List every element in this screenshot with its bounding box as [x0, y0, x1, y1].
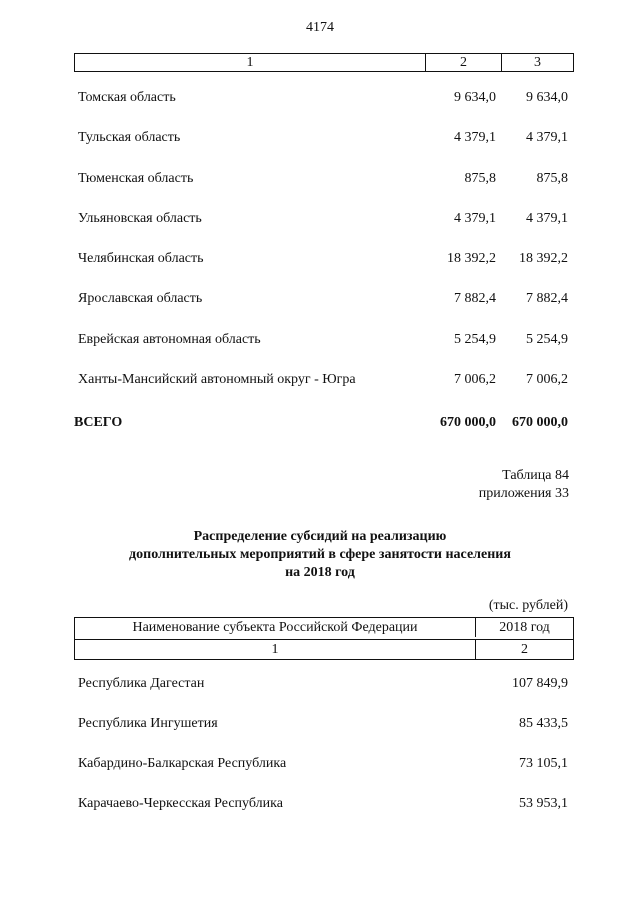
value-2018: 85 433,5: [519, 716, 568, 731]
table2-header-col2: 2018 год: [499, 619, 550, 635]
table-row: [78, 90, 572, 110]
value-col3: 7 882,4: [526, 291, 568, 306]
table-caption: [479, 467, 569, 503]
value-col2: 7 882,4: [454, 291, 496, 306]
value-col2: 9 634,0: [454, 90, 496, 105]
region-name: Еврейская автономная область: [78, 332, 261, 347]
table-row: [78, 372, 572, 392]
region-name: Ярославская область: [78, 291, 203, 306]
value-col2: 5 254,9: [454, 332, 496, 347]
value-2018: 73 105,1: [519, 756, 568, 771]
table-row: [78, 251, 572, 271]
value-2018: 107 849,9: [512, 676, 568, 691]
region-name: Республика Ингушетия: [78, 716, 218, 731]
table2-colnum-2: 2: [521, 641, 528, 657]
region-name: Челябинская область: [78, 251, 204, 266]
region-name: Тульская область: [78, 130, 181, 145]
table2-colnum-1: 1: [75, 640, 476, 659]
total-row: [74, 415, 572, 435]
table-row: [78, 130, 572, 150]
table-row: [78, 291, 572, 311]
title-line1: Распределение субсидий на реализацию: [193, 529, 447, 544]
region-name: Кабардино-Балкарская Республика: [78, 756, 287, 771]
value-col3: 5 254,9: [526, 332, 568, 347]
table-row: [74, 716, 568, 736]
section-title: [0, 528, 640, 582]
region-name: Республика Дагестан: [78, 676, 205, 691]
table1-header-col2: 2: [426, 54, 502, 71]
value-col3: 875,8: [536, 171, 568, 186]
value-col2: 7 006,2: [454, 372, 496, 387]
units-label: (тыс. рублей): [488, 598, 568, 613]
table2-header-numbers: [75, 639, 573, 659]
value-col2: 4 379,1: [454, 130, 496, 145]
value-col3: 7 006,2: [526, 372, 568, 387]
value-col2: 4 379,1: [454, 211, 496, 226]
region-name: Тюменская область: [78, 171, 194, 186]
title-line3: на 2018 год: [285, 565, 355, 580]
caption-appendix: приложения 33: [478, 486, 569, 501]
table1-header: [74, 53, 574, 72]
region-name: Ханты-Мансийский автономный округ - Югра: [78, 372, 356, 387]
table-row: [74, 676, 568, 696]
caption-table-number: Таблица 84: [502, 468, 569, 483]
value-col3: 9 634,0: [526, 90, 568, 105]
value-col2: 875,8: [464, 171, 496, 186]
total-label: ВСЕГО: [74, 415, 123, 430]
table2-header: [74, 617, 574, 660]
table2-header-col1: Наименование субъекта Российской Федерации: [75, 618, 476, 637]
table2-header-titles: [75, 618, 573, 637]
title-line2: дополнительных мероприятий в сфере занятости населения: [129, 547, 511, 562]
table-row: [74, 796, 568, 816]
table1-header-col1: 1: [75, 54, 426, 71]
page-number: 4174: [306, 20, 334, 35]
table-row: [78, 171, 572, 191]
region-name: Карачаево-Черкесская Республика: [78, 796, 283, 811]
value-2018: 53 953,1: [519, 796, 568, 811]
table-row: [74, 756, 568, 776]
total-value-col3: 670 000,0: [512, 415, 568, 430]
region-name: Ульяновская область: [78, 211, 202, 226]
table1-header-col3: 3: [534, 54, 541, 70]
value-col3: 18 392,2: [519, 251, 568, 266]
region-name: Томская область: [78, 90, 176, 105]
value-col2: 18 392,2: [447, 251, 496, 266]
value-col3: 4 379,1: [526, 211, 568, 226]
total-value-col2: 670 000,0: [440, 415, 496, 430]
value-col3: 4 379,1: [526, 130, 568, 145]
table-row: [78, 332, 572, 352]
table-row: [78, 211, 572, 231]
